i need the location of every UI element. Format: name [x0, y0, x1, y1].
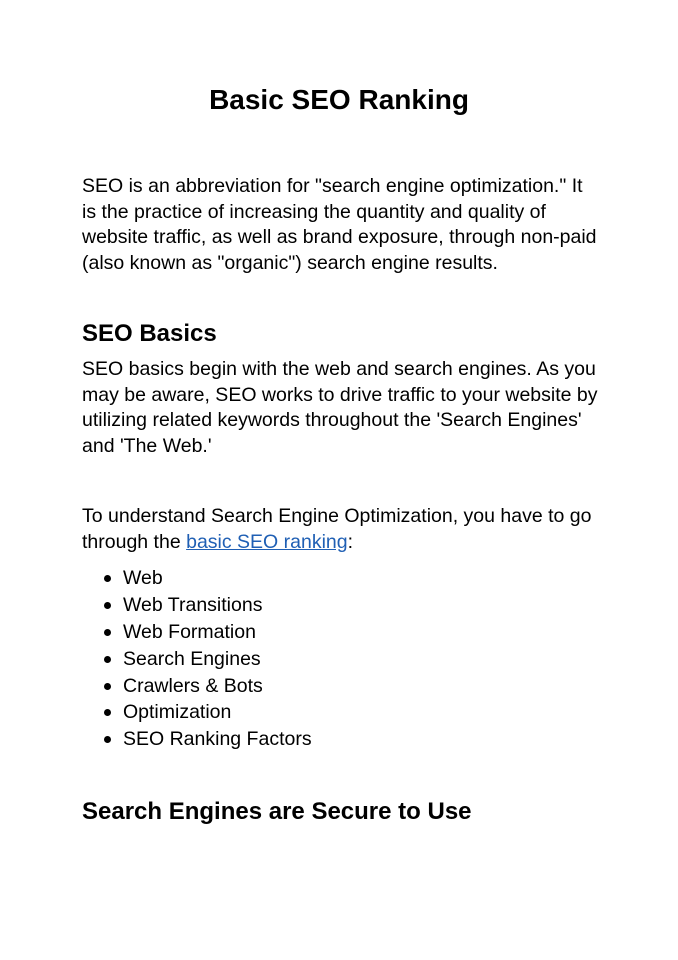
seo-basics-heading: SEO Basics — [82, 320, 217, 347]
list-item-label: Crawlers & Bots — [123, 674, 263, 697]
bullet-icon — [104, 656, 111, 663]
understand-paragraph — [82, 504, 602, 555]
bullet-icon — [104, 602, 111, 609]
bullet-icon — [104, 575, 111, 582]
list-item-label: Search Engines — [123, 647, 261, 670]
list-item — [104, 673, 312, 700]
list-item-label: Web — [123, 567, 163, 589]
seo-topics-list — [104, 565, 312, 753]
list-item-label: Web Formation — [123, 620, 256, 643]
page-title: Basic SEO Ranking — [209, 84, 469, 115]
bullet-icon — [104, 629, 111, 636]
list-item-label: SEO Ranking Factors — [123, 728, 312, 751]
bullet-icon — [104, 709, 111, 716]
understand-text: To understand Search Engine Optimization, you have to go through the — [82, 505, 592, 553]
understand-colon: : — [347, 530, 354, 553]
list-item — [104, 619, 312, 646]
list-item — [104, 726, 312, 753]
list-item-label: Optimization — [123, 701, 232, 724]
list-item — [104, 565, 312, 592]
list-item — [104, 699, 312, 726]
list-item — [104, 646, 312, 673]
bullet-icon — [104, 683, 111, 690]
secure-heading: Search Engines are Secure to Use — [82, 798, 472, 825]
intro-paragraph: SEO is an abbreviation for "search engine optimization." It is the practice of increasing the quantity and quality of website traffic, as well as brand exposure, through non-paid (also known as "organic") search engine results. — [82, 175, 597, 274]
bullet-icon — [104, 736, 111, 743]
list-item-label: Web Transitions — [123, 593, 263, 616]
basic-seo-ranking-link[interactable]: basic SEO ranking — [186, 530, 348, 553]
list-item — [104, 592, 312, 619]
seo-basics-paragraph: SEO basics begin with the web and search engines. As you may be aware, SEO works to drive traffic to your website by utilizing related keywords throughout the 'Search Engines' and 'The Web.' — [82, 358, 598, 457]
